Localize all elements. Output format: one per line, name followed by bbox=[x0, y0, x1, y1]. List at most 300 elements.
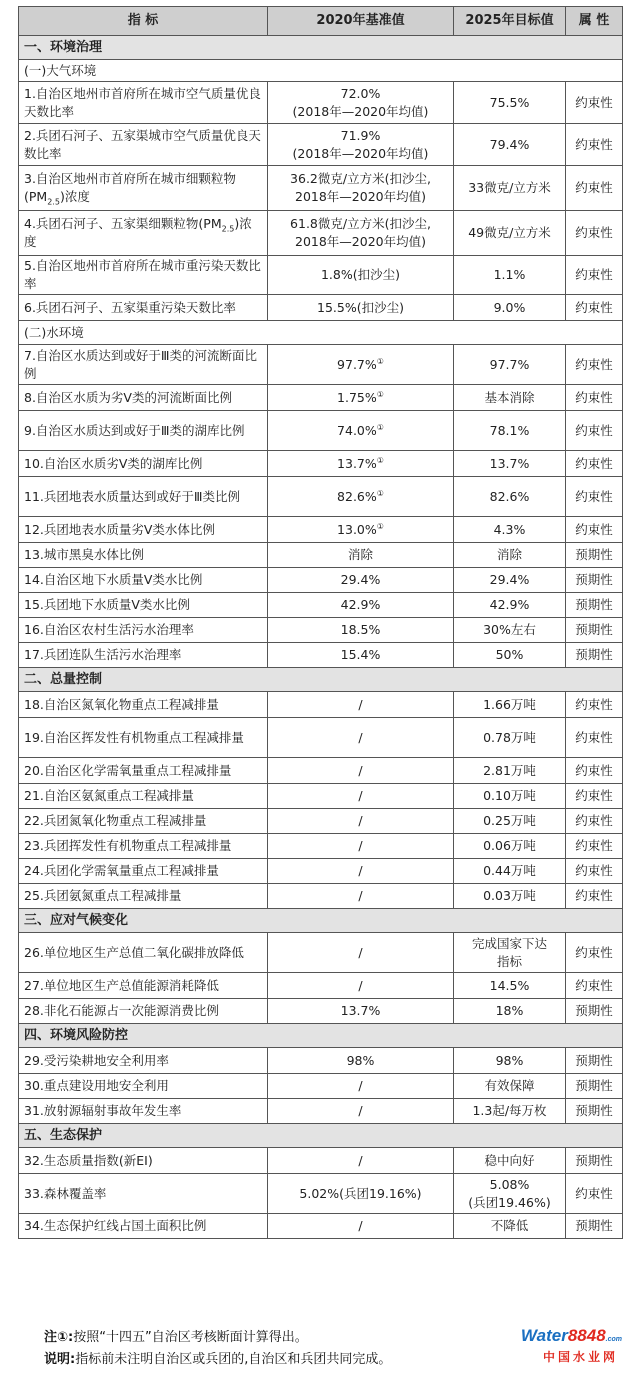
attribute-cell: 约束性 bbox=[566, 385, 623, 411]
baseline-cell bbox=[268, 451, 454, 477]
indicator-name-cell bbox=[19, 256, 268, 295]
target-cell bbox=[454, 859, 566, 884]
target-value: 0.44万吨 bbox=[483, 863, 536, 878]
attribute-cell: 约束性 bbox=[566, 1174, 623, 1214]
indicator-name-text: 17.兵团连队生活污水治理率 bbox=[24, 647, 182, 662]
baseline-cell bbox=[268, 295, 454, 321]
target-cell bbox=[454, 999, 566, 1024]
baseline-cell bbox=[268, 256, 454, 295]
baseline-value: 29.4% bbox=[340, 572, 381, 587]
indicator-name-cell bbox=[19, 411, 268, 451]
target-value: 0.03万吨 bbox=[483, 888, 536, 903]
indicator-name-cell bbox=[19, 999, 268, 1024]
baseline-value: 98% bbox=[346, 1052, 375, 1068]
attribute-cell: 约束性 bbox=[566, 784, 623, 809]
target-value: 完成国家下达 bbox=[471, 935, 547, 951]
table-header-row bbox=[19, 7, 623, 36]
target-cell bbox=[454, 345, 566, 385]
indicator-name-text: 13.城市黑臭水体比例 bbox=[24, 547, 144, 562]
target-value: 2.81万吨 bbox=[483, 762, 536, 778]
section-title: 五、生态保护 bbox=[19, 1124, 623, 1148]
target-note: (兵团19.46%) bbox=[468, 1194, 551, 1210]
attribute-cell: 约束性 bbox=[566, 211, 623, 256]
target-cell bbox=[454, 411, 566, 451]
target-cell bbox=[454, 295, 566, 321]
baseline-cell bbox=[268, 973, 454, 999]
target-value: 33微克/立方米 bbox=[468, 180, 551, 195]
target-cell bbox=[454, 1074, 566, 1099]
attribute-cell: 预期性 bbox=[566, 618, 623, 643]
pm-subscript: 2.5 bbox=[47, 197, 60, 207]
baseline-cell bbox=[268, 834, 454, 859]
notes bbox=[44, 1327, 391, 1371]
indicator-name-text: 30.重点建设用地安全利用 bbox=[24, 1078, 169, 1093]
baseline-value: 1.75% bbox=[337, 389, 377, 405]
indicator-name-cell bbox=[19, 1074, 268, 1099]
target-value: 18% bbox=[495, 1003, 524, 1018]
target-cell bbox=[454, 1174, 566, 1214]
baseline-value: 消除 bbox=[347, 547, 373, 562]
baseline-cell bbox=[268, 211, 454, 256]
baseline-value: 15.4% bbox=[340, 647, 381, 662]
header-target: 2025年目标值 bbox=[454, 7, 566, 36]
baseline-value: / bbox=[358, 1218, 363, 1233]
site-logo bbox=[508, 1324, 626, 1368]
table-row bbox=[19, 809, 623, 834]
section-row bbox=[19, 36, 623, 60]
attribute-cell: 预期性 bbox=[566, 1048, 623, 1074]
baseline-value: / bbox=[358, 863, 363, 878]
table-row bbox=[19, 1214, 623, 1239]
baseline-value: / bbox=[358, 888, 363, 903]
logo-chinese-name: 中国水业网 bbox=[542, 1350, 618, 1364]
target-cell bbox=[454, 618, 566, 643]
baseline-cell bbox=[268, 1048, 454, 1074]
target-cell bbox=[454, 692, 566, 718]
baseline-value: / bbox=[358, 944, 363, 960]
target-value: 0.78万吨 bbox=[483, 729, 536, 745]
table-row bbox=[19, 758, 623, 784]
indicator-name-text: 9.自治区水质达到或好于Ⅲ类的湖库比例 bbox=[24, 422, 245, 438]
baseline-cell bbox=[268, 809, 454, 834]
indicator-name-text: 24.兵团化学需氧量重点工程减排量 bbox=[24, 863, 219, 878]
target-value: 稳中向好 bbox=[484, 1152, 535, 1168]
table-row bbox=[19, 256, 623, 295]
target-cell bbox=[454, 543, 566, 568]
indicator-name-cell bbox=[19, 295, 268, 321]
baseline-cell bbox=[268, 859, 454, 884]
attribute-cell: 约束性 bbox=[566, 692, 623, 718]
indicator-name-text: 8.自治区水质为劣Ⅴ类的河流断面比例 bbox=[24, 389, 232, 405]
table-row bbox=[19, 618, 623, 643]
target-cell bbox=[454, 1214, 566, 1239]
target-value: 82.6% bbox=[489, 488, 530, 504]
indicator-name-text: 32.生态质量指数(新EI) bbox=[24, 1152, 153, 1168]
baseline-cell bbox=[268, 82, 454, 124]
footnote-marker: ① bbox=[376, 488, 384, 498]
attribute-cell: 预期性 bbox=[566, 543, 623, 568]
indicator-name-text: )浓度 bbox=[24, 216, 252, 249]
indicator-name-cell bbox=[19, 933, 268, 973]
table-row bbox=[19, 784, 623, 809]
table-row bbox=[19, 1099, 623, 1124]
baseline-cell bbox=[268, 933, 454, 973]
footnote-marker: ① bbox=[376, 389, 384, 399]
baseline-cell bbox=[268, 477, 454, 517]
table-row bbox=[19, 933, 623, 973]
target-cell bbox=[454, 568, 566, 593]
baseline-cell bbox=[268, 385, 454, 411]
baseline-value: 61.8微克/立方米(扣沙尘, bbox=[290, 216, 431, 231]
indicator-name-cell bbox=[19, 973, 268, 999]
indicator-name-cell bbox=[19, 451, 268, 477]
indicator-name-text: 29.受污染耕地安全利用率 bbox=[24, 1052, 169, 1068]
baseline-value: 42.9% bbox=[340, 597, 381, 612]
baseline-cell bbox=[268, 618, 454, 643]
target-cell bbox=[454, 451, 566, 477]
indicator-name-text: 25.兵团氨氮重点工程减排量 bbox=[24, 888, 182, 903]
attribute-cell: 约束性 bbox=[566, 166, 623, 211]
attribute-cell: 预期性 bbox=[566, 999, 623, 1024]
attribute-cell: 预期性 bbox=[566, 568, 623, 593]
baseline-cell bbox=[268, 999, 454, 1024]
target-value: 5.08% bbox=[489, 1176, 530, 1192]
attribute-cell: 约束性 bbox=[566, 859, 623, 884]
target-cell bbox=[454, 933, 566, 973]
attribute-cell: 预期性 bbox=[566, 1074, 623, 1099]
indicator-name-text: 4.兵团石河子、五家渠细颗粒物(PM bbox=[24, 216, 222, 231]
table-row bbox=[19, 345, 623, 385]
baseline-value: 5.02%(兵团19.16%) bbox=[299, 1185, 422, 1201]
indicator-name-text: )浓度 bbox=[59, 189, 90, 204]
target-value: 9.0% bbox=[493, 299, 526, 315]
target-cell bbox=[454, 166, 566, 211]
indicator-name-cell bbox=[19, 1214, 268, 1239]
indicator-name-text: 5.自治区地州市首府所在城市重污染天数比率 bbox=[24, 258, 261, 291]
header-baseline: 2020年基准值 bbox=[268, 7, 454, 36]
table-row bbox=[19, 1048, 623, 1074]
target-cell bbox=[454, 211, 566, 256]
table-row bbox=[19, 543, 623, 568]
attribute-cell: 约束性 bbox=[566, 256, 623, 295]
attribute-cell: 约束性 bbox=[566, 758, 623, 784]
table-row bbox=[19, 973, 623, 999]
baseline-value: 13.0% bbox=[337, 521, 377, 537]
table-row bbox=[19, 211, 623, 256]
baseline-cell bbox=[268, 643, 454, 668]
baseline-value: 15.5%(扣沙尘) bbox=[317, 299, 404, 315]
baseline-value: / bbox=[358, 813, 363, 828]
target-value: 1.1% bbox=[493, 267, 526, 282]
indicator-name-cell bbox=[19, 884, 268, 909]
indicator-name-text: 2.兵团石河子、五家渠城市空气质量优良天数比率 bbox=[24, 127, 261, 161]
footnote-marker: ① bbox=[376, 356, 384, 366]
target-value: 14.5% bbox=[489, 977, 530, 993]
indicator-name-cell bbox=[19, 385, 268, 411]
logo-part-a: Water bbox=[520, 1326, 568, 1345]
target-value: 78.1% bbox=[489, 422, 530, 438]
baseline-note: (2018年—2020年均值) bbox=[292, 145, 429, 161]
table-row bbox=[19, 82, 623, 124]
indicator-name-text: 11.兵团地表水质量达到或好于Ⅲ类比例 bbox=[24, 488, 240, 504]
footnote-marker: ① bbox=[376, 455, 384, 465]
section-title: 一、环境治理 bbox=[19, 36, 623, 60]
table-row bbox=[19, 692, 623, 718]
table-row bbox=[19, 477, 623, 517]
indicator-name-text: 7.自治区水质达到或好于Ⅲ类的河流断面比例 bbox=[24, 347, 258, 381]
indicator-name-cell bbox=[19, 82, 268, 124]
indicator-name-text: 31.放射源辐射事故年发生率 bbox=[24, 1103, 182, 1118]
baseline-value: 18.5% bbox=[340, 622, 381, 637]
target-value: 不降低 bbox=[490, 1218, 529, 1233]
indicator-name-text: 10.自治区水质劣Ⅴ类的湖库比例 bbox=[24, 455, 203, 471]
note-2 bbox=[44, 1349, 391, 1371]
indicator-name-cell bbox=[19, 809, 268, 834]
table-row bbox=[19, 593, 623, 618]
table-row bbox=[19, 451, 623, 477]
section-row bbox=[19, 909, 623, 933]
target-value: 0.10万吨 bbox=[483, 788, 536, 803]
note-1-text: 按照“十四五”自治区考核断面计算得出。 bbox=[73, 1330, 308, 1345]
attribute-cell: 约束性 bbox=[566, 82, 623, 124]
attribute-cell: 约束性 bbox=[566, 884, 623, 909]
indicator-name-text: 23.兵团挥发性有机物重点工程减排量 bbox=[24, 838, 232, 853]
indicator-name-cell bbox=[19, 543, 268, 568]
target-value: 79.4% bbox=[489, 136, 530, 152]
indicator-name-text: 33.森林覆盖率 bbox=[24, 1185, 107, 1201]
indicator-name-cell bbox=[19, 618, 268, 643]
indicator-name-cell bbox=[19, 477, 268, 517]
logo-part-b: 8848 bbox=[567, 1326, 606, 1345]
table-row bbox=[19, 859, 623, 884]
target-cell bbox=[454, 758, 566, 784]
indicator-name-text: 12.兵团地表水质量劣Ⅴ类水体比例 bbox=[24, 521, 215, 537]
target-cell bbox=[454, 1048, 566, 1074]
indicator-name-cell bbox=[19, 1048, 268, 1074]
indicator-name-cell bbox=[19, 1099, 268, 1124]
table-row bbox=[19, 1148, 623, 1174]
baseline-cell bbox=[268, 784, 454, 809]
baseline-cell bbox=[268, 543, 454, 568]
table-row bbox=[19, 385, 623, 411]
baseline-value: / bbox=[358, 1078, 363, 1093]
target-value: 0.25万吨 bbox=[483, 813, 536, 828]
subsection-row bbox=[19, 60, 623, 82]
indicator-name-text: 1.自治区地州市首府所在城市空气质量优良天数比率 bbox=[24, 85, 261, 119]
indicator-name-cell bbox=[19, 758, 268, 784]
indicator-name-text: 18.自治区氮氧化物重点工程减排量 bbox=[24, 696, 219, 712]
target-cell bbox=[454, 256, 566, 295]
baseline-value: 1.8%(扣沙尘) bbox=[320, 267, 400, 282]
indicator-name-cell bbox=[19, 784, 268, 809]
baseline-cell bbox=[268, 1174, 454, 1214]
attribute-cell: 约束性 bbox=[566, 451, 623, 477]
target-cell bbox=[454, 593, 566, 618]
indicator-name-cell bbox=[19, 859, 268, 884]
header-indicator: 指 标 bbox=[19, 7, 268, 36]
target-cell bbox=[454, 82, 566, 124]
section-title: 四、环境风险防控 bbox=[19, 1024, 623, 1048]
target-value: 13.7% bbox=[489, 455, 530, 471]
target-value: 4.3% bbox=[493, 521, 526, 537]
indicator-name-text: 28.非化石能源占一次能源消费比例 bbox=[24, 1003, 219, 1018]
baseline-value: 13.7% bbox=[337, 455, 377, 471]
table-row bbox=[19, 999, 623, 1024]
indicator-name-text: 26.单位地区生产总值二氧化碳排放降低 bbox=[24, 944, 244, 960]
baseline-cell bbox=[268, 345, 454, 385]
section-row bbox=[19, 668, 623, 692]
indicator-name-text: 27.单位地区生产总值能源消耗降低 bbox=[24, 977, 219, 993]
attribute-cell: 预期性 bbox=[566, 1214, 623, 1239]
target-cell bbox=[454, 477, 566, 517]
pm-subscript: 2.5 bbox=[221, 224, 235, 234]
section-row bbox=[19, 1124, 623, 1148]
target-cell bbox=[454, 124, 566, 166]
indicator-name-cell bbox=[19, 1148, 268, 1174]
baseline-value: / bbox=[358, 1103, 363, 1118]
table-row bbox=[19, 166, 623, 211]
target-cell bbox=[454, 809, 566, 834]
attribute-cell: 约束性 bbox=[566, 933, 623, 973]
baseline-cell bbox=[268, 517, 454, 543]
attribute-cell: 约束性 bbox=[566, 973, 623, 999]
baseline-cell bbox=[268, 884, 454, 909]
table-row bbox=[19, 124, 623, 166]
target-value: 1.66万吨 bbox=[483, 696, 536, 712]
target-value: 42.9% bbox=[489, 597, 530, 612]
baseline-cell bbox=[268, 1148, 454, 1174]
target-value: 29.4% bbox=[489, 572, 530, 587]
target-value: 消除 bbox=[496, 547, 522, 562]
indicator-name-cell bbox=[19, 345, 268, 385]
baseline-value: 74.0% bbox=[337, 422, 377, 438]
baseline-cell bbox=[268, 718, 454, 758]
indicator-name-cell bbox=[19, 593, 268, 618]
indicator-name-text: 20.自治区化学需氧量重点工程减排量 bbox=[24, 762, 232, 778]
attribute-cell: 约束性 bbox=[566, 809, 623, 834]
indicator-name-text: 14.自治区地下水质量Ⅴ类水比例 bbox=[24, 572, 203, 587]
baseline-value: / bbox=[358, 696, 363, 712]
baseline-cell bbox=[268, 593, 454, 618]
indicator-name-text: 34.生态保护红线占国土面积比例 bbox=[24, 1218, 207, 1233]
indicator-name-text: 21.自治区氨氮重点工程减排量 bbox=[24, 788, 194, 803]
attribute-cell: 预期性 bbox=[566, 643, 623, 668]
baseline-cell bbox=[268, 758, 454, 784]
target-cell bbox=[454, 385, 566, 411]
target-value: 98% bbox=[495, 1052, 524, 1068]
target-value: 49微克/立方米 bbox=[468, 225, 551, 240]
indicator-name-cell bbox=[19, 692, 268, 718]
table-row bbox=[19, 1074, 623, 1099]
section-title: 二、总量控制 bbox=[19, 668, 623, 692]
table-row bbox=[19, 834, 623, 859]
indicator-name-text: 22.兵团氮氧化物重点工程减排量 bbox=[24, 813, 207, 828]
target-note: 指标 bbox=[496, 953, 522, 969]
indicator-name-cell bbox=[19, 643, 268, 668]
baseline-cell bbox=[268, 1214, 454, 1239]
subsection-title: (二)水环境 bbox=[19, 321, 623, 345]
target-cell bbox=[454, 718, 566, 758]
note-2-label: 说明: bbox=[44, 1352, 76, 1367]
section-title: 三、应对气候变化 bbox=[19, 909, 623, 933]
logo-part-c: .com bbox=[605, 1336, 622, 1343]
attribute-cell: 约束性 bbox=[566, 124, 623, 166]
target-value: 基本消除 bbox=[484, 389, 535, 405]
table-row bbox=[19, 643, 623, 668]
logo-wordmark bbox=[521, 1326, 622, 1346]
baseline-value: 97.7% bbox=[337, 356, 377, 372]
target-cell bbox=[454, 973, 566, 999]
note-1 bbox=[44, 1327, 391, 1349]
indicator-table bbox=[18, 6, 623, 1239]
target-value: 50% bbox=[495, 647, 524, 662]
header-attribute: 属 性 bbox=[566, 7, 623, 36]
baseline-cell bbox=[268, 411, 454, 451]
target-value: 30%左右 bbox=[483, 622, 536, 637]
indicator-name-cell bbox=[19, 834, 268, 859]
indicator-name-cell bbox=[19, 124, 268, 166]
section-row bbox=[19, 1024, 623, 1048]
baseline-cell bbox=[268, 568, 454, 593]
target-cell bbox=[454, 643, 566, 668]
attribute-cell: 约束性 bbox=[566, 295, 623, 321]
baseline-value: 13.7% bbox=[340, 1003, 381, 1018]
indicator-name-cell bbox=[19, 568, 268, 593]
attribute-cell: 约束性 bbox=[566, 477, 623, 517]
baseline-cell bbox=[268, 1074, 454, 1099]
indicator-name-cell bbox=[19, 166, 268, 211]
indicator-name-text: 16.自治区农村生活污水治理率 bbox=[24, 622, 194, 637]
table-row bbox=[19, 568, 623, 593]
table-row bbox=[19, 411, 623, 451]
baseline-value: / bbox=[358, 762, 363, 778]
attribute-cell: 预期性 bbox=[566, 1099, 623, 1124]
baseline-cell bbox=[268, 692, 454, 718]
target-cell bbox=[454, 1099, 566, 1124]
baseline-value: 82.6% bbox=[337, 488, 377, 504]
target-value: 0.06万吨 bbox=[483, 838, 536, 853]
baseline-value: 71.9% bbox=[340, 127, 381, 143]
baseline-value: / bbox=[358, 729, 363, 745]
attribute-cell: 约束性 bbox=[566, 411, 623, 451]
table-row bbox=[19, 1174, 623, 1214]
target-value: 1.3起/每万枚 bbox=[472, 1103, 547, 1118]
target-cell bbox=[454, 1148, 566, 1174]
table-row bbox=[19, 295, 623, 321]
subsection-title: (一)大气环境 bbox=[19, 60, 623, 82]
indicator-name-text: 19.自治区挥发性有机物重点工程减排量 bbox=[24, 729, 244, 745]
table-row bbox=[19, 718, 623, 758]
baseline-value: / bbox=[358, 838, 363, 853]
baseline-cell bbox=[268, 166, 454, 211]
indicator-name-cell bbox=[19, 1174, 268, 1214]
attribute-cell: 约束性 bbox=[566, 718, 623, 758]
baseline-value: / bbox=[358, 1152, 363, 1168]
target-cell bbox=[454, 884, 566, 909]
attribute-cell: 约束性 bbox=[566, 834, 623, 859]
baseline-value: / bbox=[358, 788, 363, 803]
attribute-cell: 预期性 bbox=[566, 1148, 623, 1174]
baseline-cell bbox=[268, 124, 454, 166]
target-value: 97.7% bbox=[489, 356, 530, 372]
note-2-text: 指标前未注明自治区或兵团的,自治区和兵团共同完成。 bbox=[75, 1352, 392, 1367]
table-row bbox=[19, 884, 623, 909]
footnote-marker: ① bbox=[376, 422, 384, 432]
subsection-row bbox=[19, 321, 623, 345]
target-cell bbox=[454, 834, 566, 859]
baseline-value: 36.2微克/立方米(扣沙尘, bbox=[290, 171, 431, 186]
indicator-name-text: 3.自治区地州市首府所在城市细颗粒物(PM bbox=[24, 171, 236, 204]
